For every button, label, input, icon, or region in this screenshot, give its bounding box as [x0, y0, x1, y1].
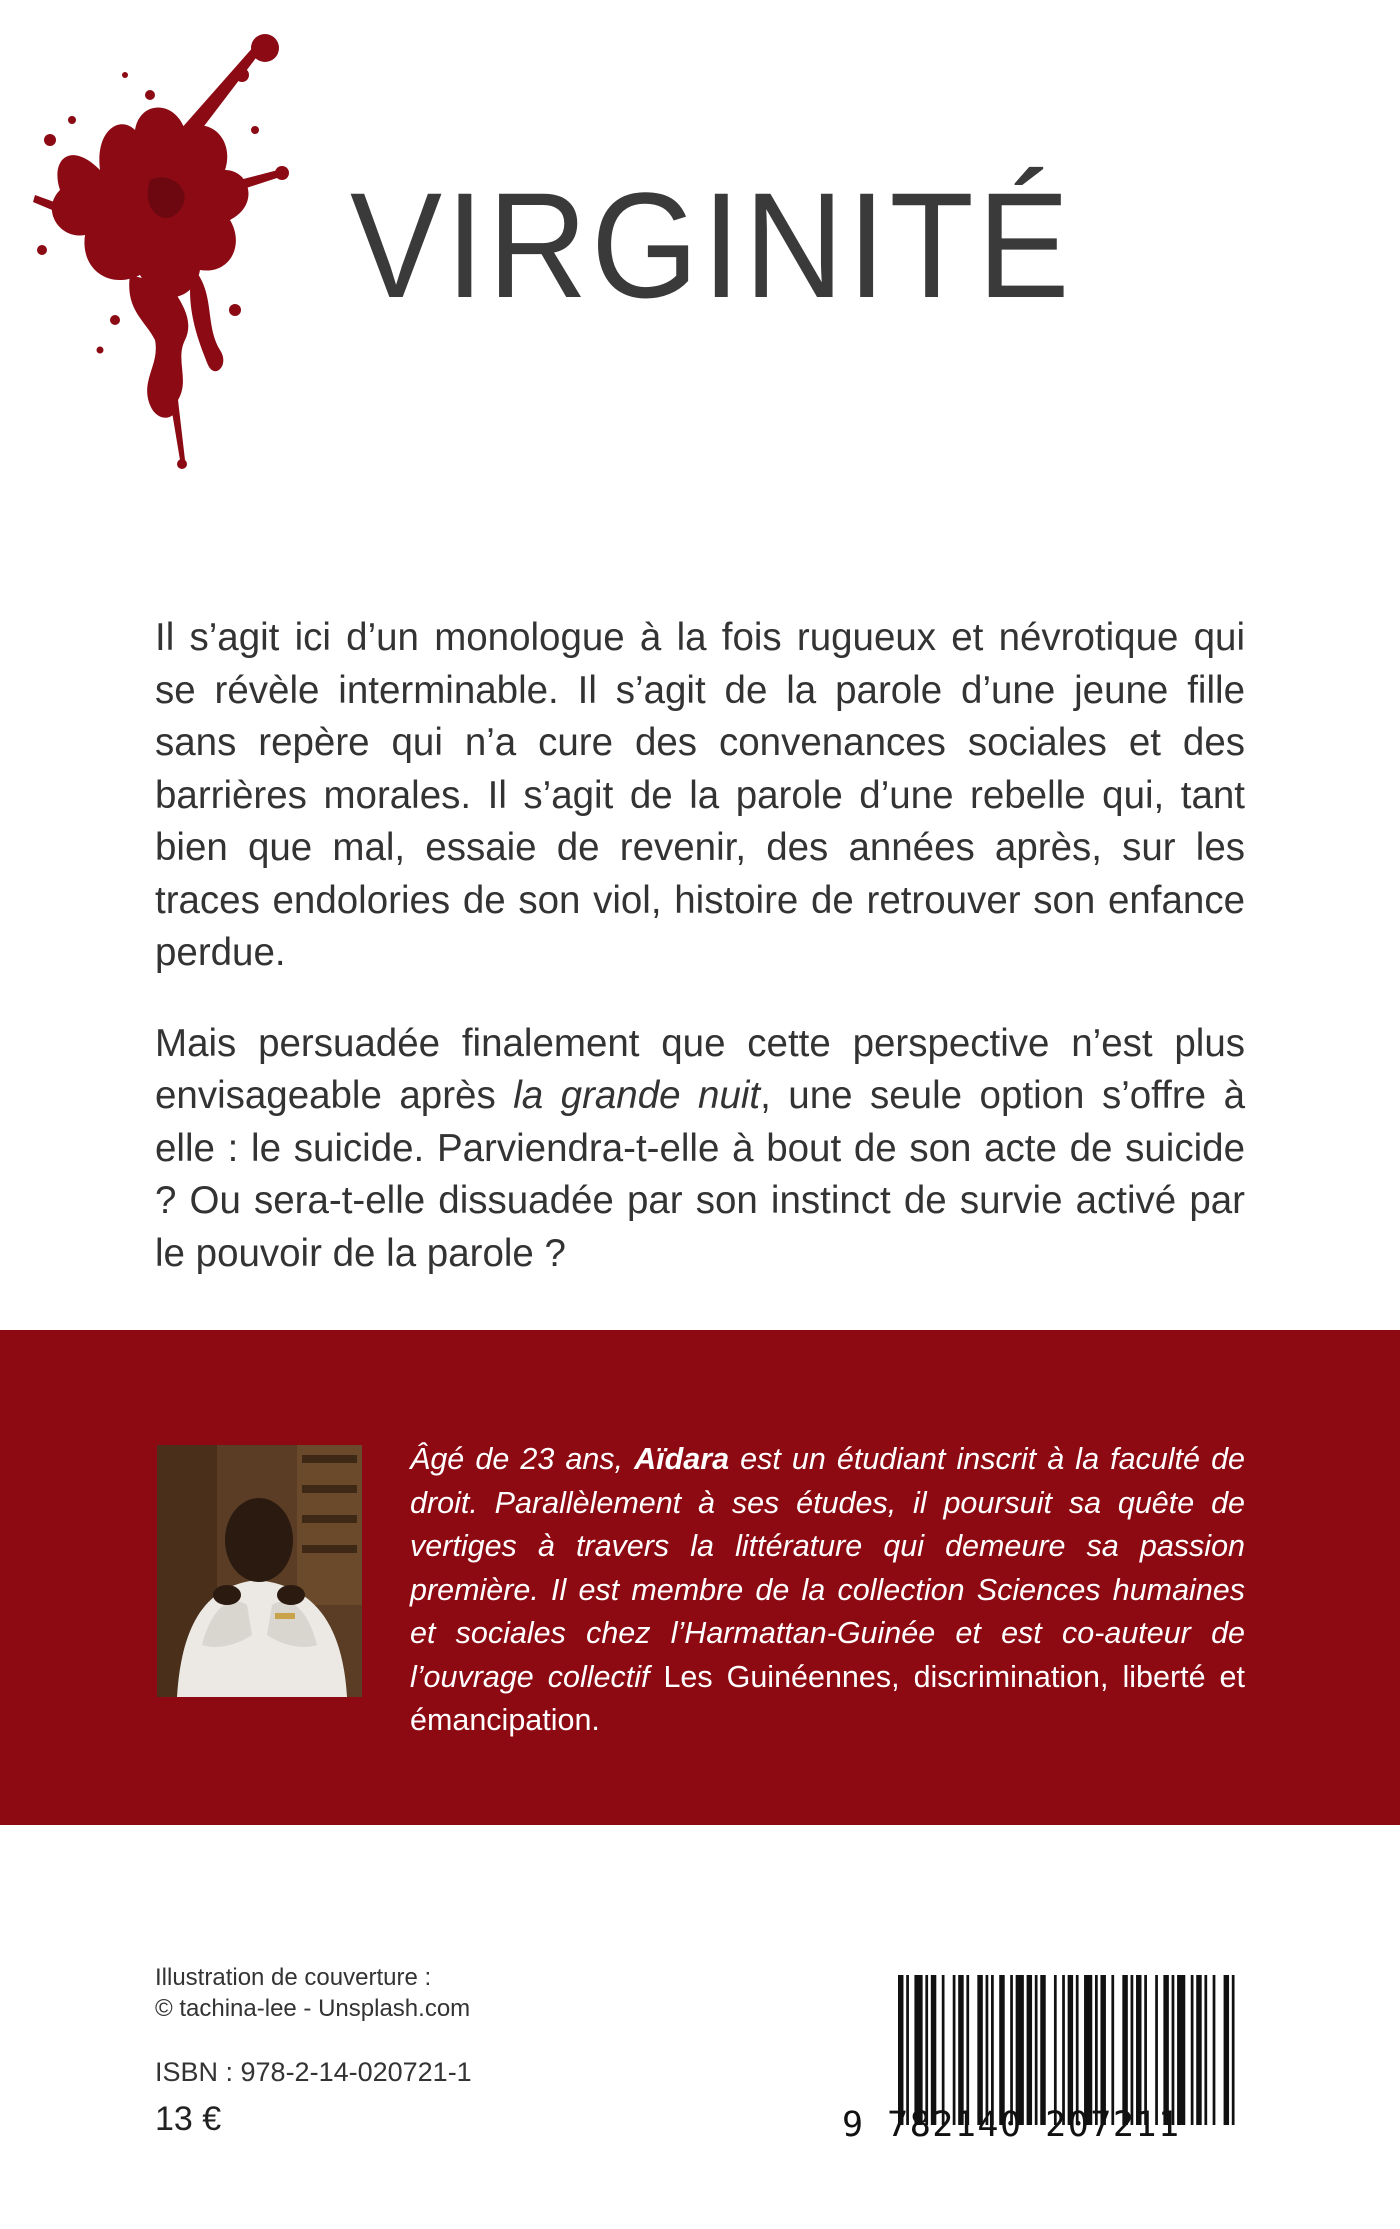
author-photo	[157, 1445, 362, 1697]
synopsis-p2-emphasis: la grande nuit	[513, 1074, 761, 1117]
synopsis-paragraph-2	[155, 1018, 1245, 1281]
credits-line-2: © tachina-lee - Unsplash.com	[155, 1995, 471, 2022]
credits-line-1: Illustration de couverture :	[155, 1964, 432, 1991]
title-line-virginite: VIRGINITÉ	[350, 161, 1074, 329]
title-line2-container	[350, 305, 1090, 465]
author-book-title: Les Guinéennes, discrimination, liberté et émancipation.	[410, 1659, 1245, 1737]
barcode-icon	[898, 1975, 1240, 2125]
isbn-text: ISBN : 978-2-14-020721-1	[155, 2057, 472, 2087]
synopsis-paragraph-1: Il s’agit ici d’un monologue à la fois rugueux et névrotique qui se révèle interminable. Il s’agit de la parole d’une jeune fille sans repère qui n’a cure des convenances sociales et des barrières morales. Il s’agit de la parole d’une rebelle qui, tant bien que mal, essaie de revenir, des années après, sur les traces endolories de son viol, histoire de retrouver son enfance perdue.	[155, 616, 1245, 974]
price-text: 13 €	[155, 2100, 222, 2138]
synopsis	[155, 612, 1245, 1318]
barcode-digits: 9 782140 207211	[842, 2105, 1181, 2145]
synopsis-p2-end: , une seule option s’offre à elle : le suicide. Parviendra-t-elle à bout de son acte de suicide ? Ou sera-t-elle dissuadée par son instinct de survie activé par le pouvoir de la parole ?	[155, 1074, 1245, 1275]
author-bio-intro: Âgé de 23 ans,	[410, 1442, 635, 1476]
author-photo-illustration	[157, 1445, 362, 1697]
blood-splatter-illustration	[30, 20, 290, 470]
author-name: Aïdara	[634, 1442, 730, 1476]
author-bio	[410, 1438, 1245, 1743]
author-bio-body: est un étudiant inscrit à la faculté de droit. Parallèlement à ses études, il poursuit sa quête de vertiges à travers la littérature qui demeure sa passion première. Il est membre de la collection Sciences humaines et sociales chez l’Harmattan-Guinée et est co-auteur de l’ouvrage collectif	[410, 1442, 1245, 1694]
cover-credits	[155, 1962, 655, 2024]
synopsis-p2-start: Mais persuadée finalement que cette perspective n’est plus envisageable après	[155, 1021, 1245, 1117]
